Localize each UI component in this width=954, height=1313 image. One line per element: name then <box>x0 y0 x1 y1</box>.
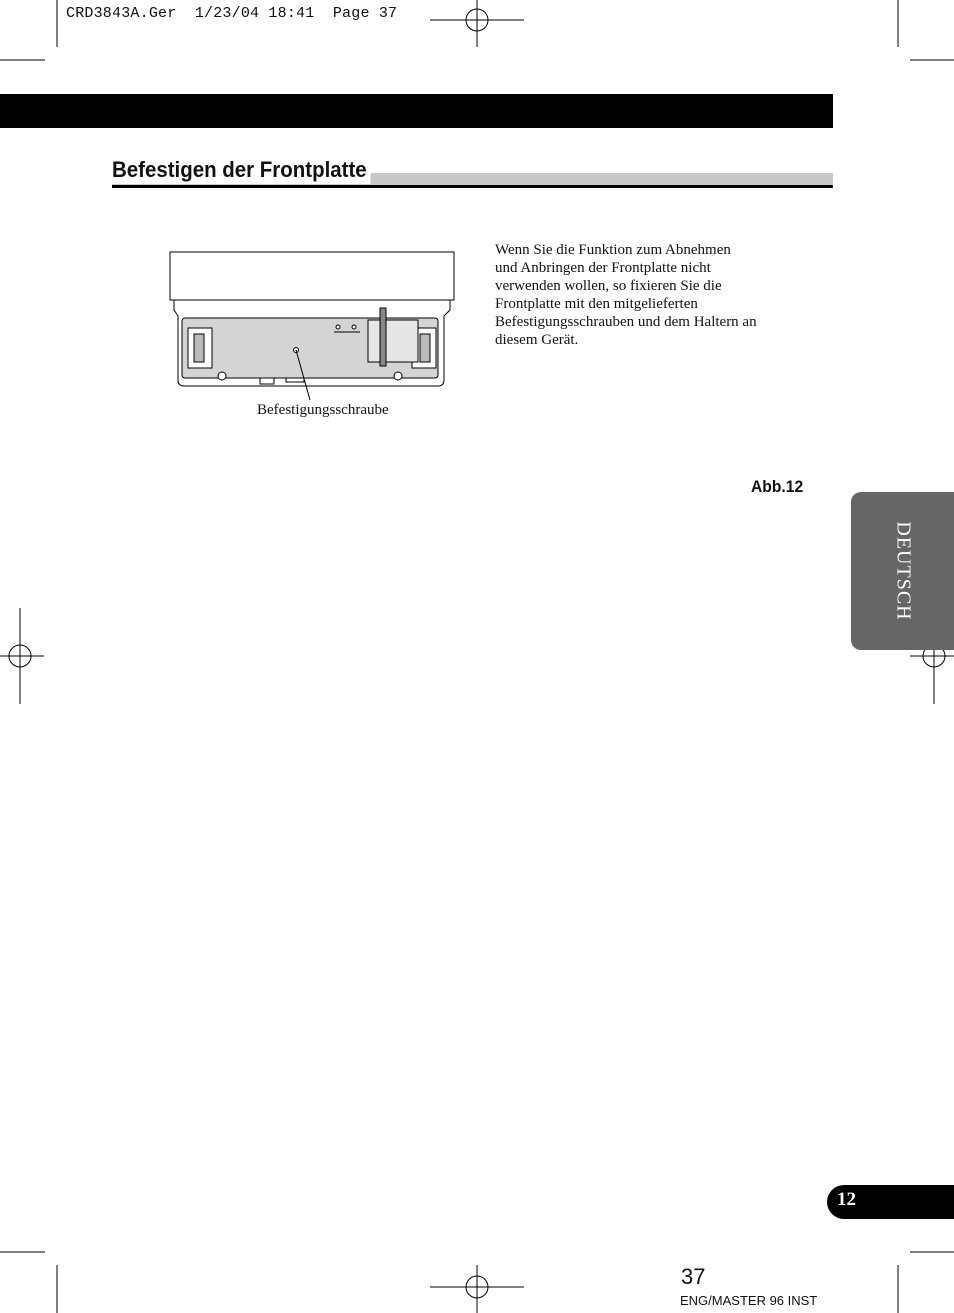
section-title: Befestigen der Frontplatte <box>112 156 370 184</box>
print-slug: CRD3843A.Ger 1/23/04 18:41 Page 37 <box>66 5 398 22</box>
instruction-paragraph: Wenn Sie die Funktion zum Abnehmen und Anbringen der Frontplatte nicht verwenden wollen, so fixieren Sie die Frontplatte mit den mitgelieferten Befestigungsschrauben und dem Haltern an diesem Gerät. <box>495 242 757 348</box>
footer-tag: ENG/MASTER 96 INST <box>680 1293 818 1308</box>
header-bar <box>0 94 833 128</box>
title-rule-line <box>112 185 833 188</box>
front-panel-illustration <box>168 250 458 410</box>
figure-caption: Befestigungsschraube <box>257 402 389 418</box>
chapter-number: 12 <box>837 1189 856 1210</box>
figure-reference: Abb.12 <box>751 477 804 496</box>
language-label: DEUTSCH <box>892 521 914 621</box>
chapter-tab <box>827 1185 954 1219</box>
page-number: 37 <box>681 1264 706 1289</box>
language-tab <box>851 492 954 650</box>
